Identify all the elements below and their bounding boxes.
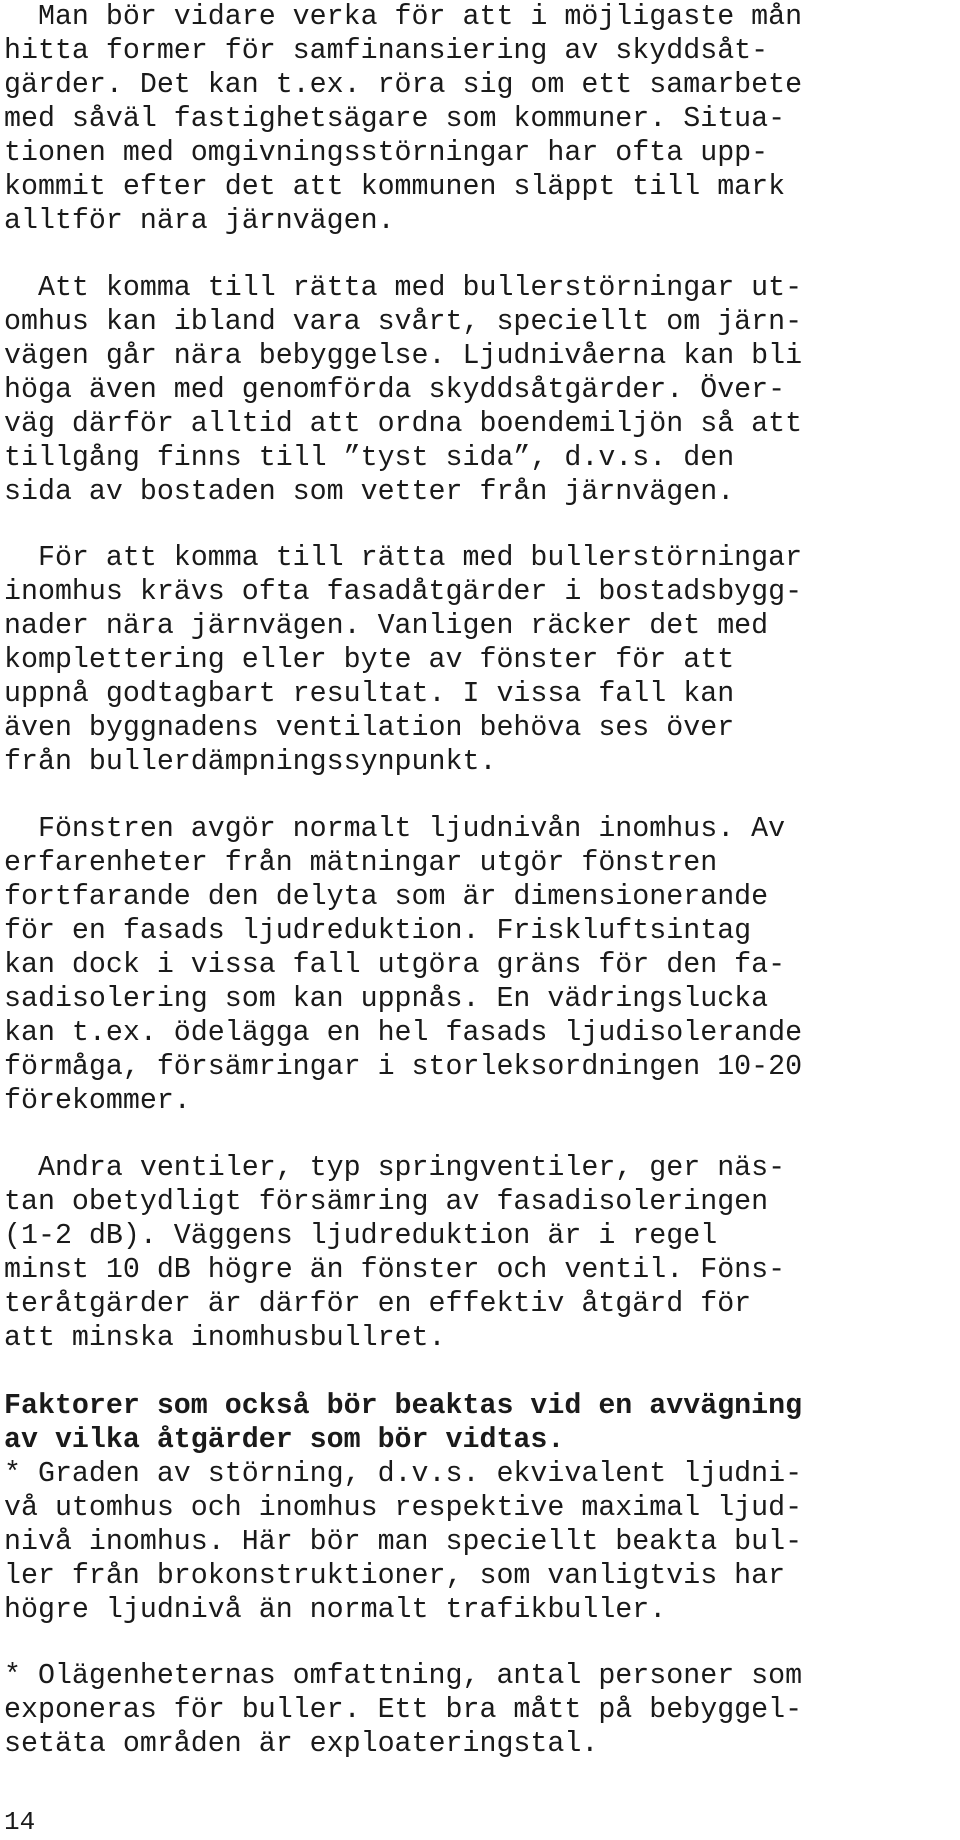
text-line: nivå inomhus. Här bör man speciellt beakta bul- <box>4 1526 803 1558</box>
text-line: omhus kan ibland vara svårt, speciellt om järn- <box>4 306 803 338</box>
text-line: förmåga, försämringar i storleksordningen 10-20 <box>4 1051 803 1083</box>
text-line: komplettering eller byte av fönster för att <box>4 644 735 676</box>
text-line: (1-2 dB). Väggens ljudreduktion är i regel <box>4 1220 718 1252</box>
text-line: kan t.ex. ödelägga en hel fasads ljudisolerande <box>4 1017 803 1049</box>
text-line: setäta områden är exploateringstal. <box>4 1728 599 1760</box>
text-line: exponeras för buller. Ett bra mått på bebyggel- <box>4 1694 803 1726</box>
text-line: * Graden av störning, d.v.s. ekvivalent ljudni- <box>4 1458 803 1490</box>
text-line: för en fasads ljudreduktion. Friskluftsintag <box>4 915 752 947</box>
paragraph-windows <box>4 812 954 1118</box>
bullet-item-disturbance <box>4 1457 954 1627</box>
text-line: minst 10 dB högre än fönster och ventil. Föns- <box>4 1254 786 1286</box>
text-line: även byggnadens ventilation behöva ses över <box>4 712 735 744</box>
text-line: teråtgärder är därför en effektiv åtgärd för <box>4 1288 752 1320</box>
text-line: uppnå godtagbart resultat. I vissa fall kan <box>4 678 735 710</box>
paragraph-indoor-noise <box>4 541 954 779</box>
text-line: höga även med genomförda skyddsåtgärder. Över- <box>4 374 786 406</box>
text-line: sida av bostaden som vetter från järnvägen. <box>4 476 735 508</box>
text-line: Att komma till rätta med bullerstörningar ut- <box>4 272 803 304</box>
text-line: med såväl fastighetsägare som kommuner. Situa- <box>4 103 786 135</box>
section-heading <box>4 1389 954 1457</box>
paragraph-ventilation <box>4 1151 954 1355</box>
text-line: kommit efter det att kommunen släppt till mark <box>4 171 786 203</box>
text-line: tionen med omgivningsstörningar har ofta upp- <box>4 137 769 169</box>
text-line: Fönstren avgör normalt ljudnivån inomhus. Av <box>4 813 786 845</box>
text-line: hitta former för samfinansiering av skyddsåt- <box>4 35 769 67</box>
text-line: väg därför alltid att ordna boendemiljön så att <box>4 408 803 440</box>
text-line: vägen går nära bebyggelse. Ljudnivåerna kan bli <box>4 340 803 372</box>
text-line: kan dock i vissa fall utgöra gräns för den fa- <box>4 949 786 981</box>
text-line: nader nära järnvägen. Vanligen räcker det med <box>4 610 769 642</box>
text-line: alltför nära järnvägen. <box>4 205 395 237</box>
text-line: ler från brokonstruktioner, som vanligtvis har <box>4 1560 786 1592</box>
heading-line: av vilka åtgärder som bör vidtas. <box>4 1424 565 1456</box>
text-line: tillgång finns till ”tyst sida”, d.v.s. den <box>4 442 735 474</box>
paragraph-outdoor-noise <box>4 271 954 509</box>
heading-line: Faktorer som också bör beaktas vid en avvägning <box>4 1390 803 1422</box>
text-line: vå utomhus och inomhus respektive maximal ljud- <box>4 1492 803 1524</box>
text-line: Man bör vidare verka för att i möjligaste mån <box>4 1 803 33</box>
bullet-item-exposure <box>4 1659 954 1761</box>
text-line: inomhus krävs ofta fasadåtgärder i bostadsbygg- <box>4 576 803 608</box>
text-line: fortfarande den delyta som är dimensionerande <box>4 881 769 913</box>
text-line: sadisolering som kan uppnås. En vädringslucka <box>4 983 769 1015</box>
text-line: högre ljudnivå än normalt trafikbuller. <box>4 1594 667 1626</box>
text-line: förekommer. <box>4 1085 191 1117</box>
text-line: gärder. Det kan t.ex. röra sig om ett samarbete <box>4 69 803 101</box>
text-line: * Olägenheternas omfattning, antal personer som <box>4 1660 803 1692</box>
paragraph-cost-sharing <box>4 0 954 238</box>
text-line: För att komma till rätta med bullerstörningar <box>4 542 803 574</box>
text-line: tan obetydligt försämring av fasadisoleringen <box>4 1186 769 1218</box>
text-line: erfarenheter från mätningar utgör fönstren <box>4 847 718 879</box>
text-line: från bullerdämpningssynpunkt. <box>4 746 497 778</box>
text-line: Andra ventiler, typ springventiler, ger näs- <box>4 1152 786 1184</box>
text-line: att minska inomhusbullret. <box>4 1322 446 1354</box>
page-number: 14 <box>4 1807 36 1837</box>
